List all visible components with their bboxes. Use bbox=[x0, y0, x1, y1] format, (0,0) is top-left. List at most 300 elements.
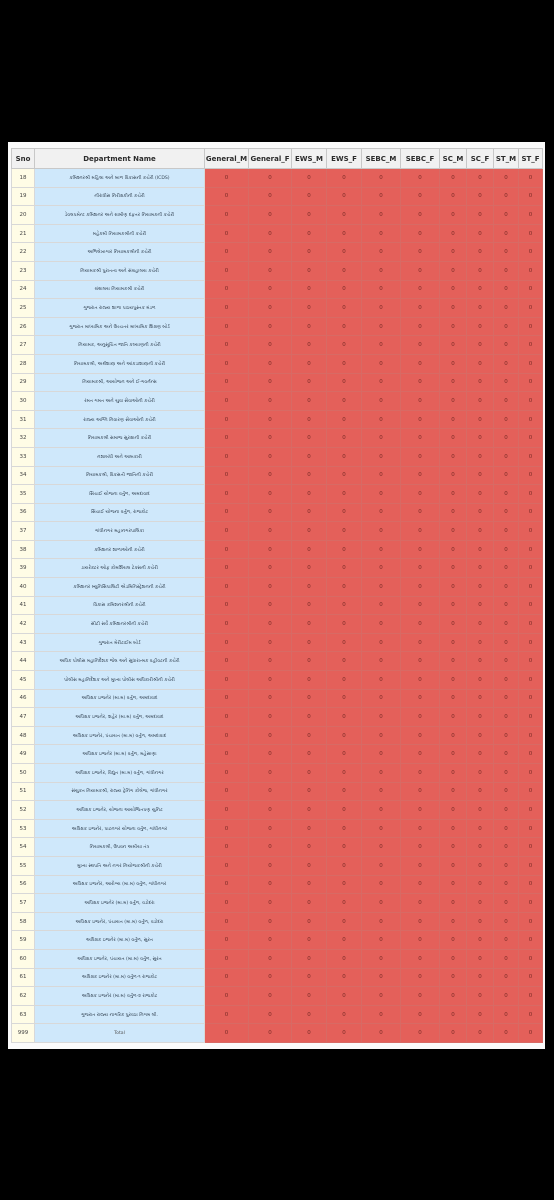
row-value-cell: 0 bbox=[519, 540, 543, 559]
row-sno: 58 bbox=[12, 912, 35, 931]
row-value-cell: 0 bbox=[467, 354, 494, 373]
header-sc-f[interactable]: SC_F bbox=[467, 149, 494, 169]
row-value-cell: 0 bbox=[205, 187, 249, 206]
row-value-cell: 0 bbox=[467, 949, 494, 968]
row-value-cell: 0 bbox=[327, 540, 362, 559]
row-value-cell: 0 bbox=[327, 354, 362, 373]
row-value-cell: 0 bbox=[249, 187, 292, 206]
row-value-cell: 0 bbox=[249, 1005, 292, 1024]
header-sebc-f[interactable]: SEBC_F bbox=[401, 149, 440, 169]
row-value-cell: 0 bbox=[362, 875, 401, 894]
row-value-cell: 0 bbox=[249, 875, 292, 894]
header-st-f[interactable]: ST_F bbox=[519, 149, 543, 169]
row-value-cell: 0 bbox=[249, 596, 292, 615]
row-value-cell: 0 bbox=[205, 261, 249, 280]
row-value-cell: 0 bbox=[519, 801, 543, 820]
row-sno: 22 bbox=[12, 243, 35, 262]
row-value-cell: 0 bbox=[519, 912, 543, 931]
row-value-cell: 0 bbox=[494, 671, 519, 690]
row-value-cell: 0 bbox=[519, 336, 543, 355]
row-value-cell: 0 bbox=[440, 317, 467, 336]
row-value-cell: 0 bbox=[362, 838, 401, 857]
row-sno: 999 bbox=[12, 1024, 35, 1043]
row-value-cell: 0 bbox=[205, 875, 249, 894]
table-row bbox=[12, 689, 543, 708]
row-value-cell: 0 bbox=[440, 856, 467, 875]
row-value-cell: 0 bbox=[494, 224, 519, 243]
row-value-cell: 0 bbox=[205, 745, 249, 764]
row-value-cell: 0 bbox=[362, 633, 401, 652]
row-value-cell: 0 bbox=[292, 949, 327, 968]
row-value-cell: 0 bbox=[292, 838, 327, 857]
row-value-cell: 0 bbox=[494, 782, 519, 801]
row-value-cell: 0 bbox=[519, 485, 543, 504]
row-value-cell: 0 bbox=[362, 559, 401, 578]
row-value-cell: 0 bbox=[327, 578, 362, 597]
row-value-cell: 0 bbox=[292, 726, 327, 745]
row-sno: 46 bbox=[12, 689, 35, 708]
row-value-cell: 0 bbox=[519, 894, 543, 913]
row-value-cell: 0 bbox=[249, 949, 292, 968]
row-value-cell: 0 bbox=[494, 354, 519, 373]
row-value-cell: 0 bbox=[292, 764, 327, 783]
row-sno: 55 bbox=[12, 856, 35, 875]
row-value-cell: 0 bbox=[440, 261, 467, 280]
row-sno: 33 bbox=[12, 447, 35, 466]
header-ews-m[interactable]: EWS_M bbox=[292, 149, 327, 169]
row-department-name: અધિક્ષક ઇજનેર, પાટનગર યોજના વર્તુળ, ગાંધીનગર bbox=[35, 819, 205, 838]
row-department-name: અધિક્ષક ઇજનેર (મા.મ) વર્તુળ-૨ રાજકોટ bbox=[35, 987, 205, 1006]
row-value-cell: 0 bbox=[362, 726, 401, 745]
row-value-cell: 0 bbox=[467, 856, 494, 875]
row-value-cell: 0 bbox=[362, 708, 401, 727]
table-row bbox=[12, 894, 543, 913]
table-row bbox=[12, 596, 543, 615]
row-value-cell: 0 bbox=[440, 801, 467, 820]
row-value-cell: 0 bbox=[467, 782, 494, 801]
row-value-cell: 0 bbox=[440, 466, 467, 485]
row-department-name: ડાયરેક્ટર ઓફ કોમર્શિયલ ટેક્સની કચેરી bbox=[35, 559, 205, 578]
row-value-cell: 0 bbox=[327, 373, 362, 392]
row-value-cell: 0 bbox=[249, 633, 292, 652]
row-sno: 37 bbox=[12, 522, 35, 541]
row-value-cell: 0 bbox=[292, 559, 327, 578]
row-value-cell: 0 bbox=[362, 373, 401, 392]
row-sno: 62 bbox=[12, 987, 35, 1006]
row-value-cell: 0 bbox=[205, 931, 249, 950]
row-value-cell: 0 bbox=[494, 336, 519, 355]
row-value-cell: 0 bbox=[249, 671, 292, 690]
row-value-cell: 0 bbox=[362, 949, 401, 968]
row-sno: 27 bbox=[12, 336, 35, 355]
row-value-cell: 0 bbox=[327, 280, 362, 299]
row-value-cell: 0 bbox=[440, 169, 467, 188]
header-st-m[interactable]: ST_M bbox=[494, 149, 519, 169]
row-value-cell: 0 bbox=[519, 559, 543, 578]
table-row bbox=[12, 838, 543, 857]
row-value-cell: 0 bbox=[249, 819, 292, 838]
row-value-cell: 0 bbox=[519, 987, 543, 1006]
row-value-cell: 0 bbox=[467, 1024, 494, 1043]
row-value-cell: 0 bbox=[249, 764, 292, 783]
row-value-cell: 0 bbox=[467, 410, 494, 429]
table-row bbox=[12, 633, 543, 652]
row-sno: 53 bbox=[12, 819, 35, 838]
row-value-cell: 0 bbox=[440, 485, 467, 504]
row-value-cell: 0 bbox=[292, 801, 327, 820]
row-value-cell: 0 bbox=[362, 187, 401, 206]
row-sno: 52 bbox=[12, 801, 35, 820]
row-value-cell: 0 bbox=[494, 559, 519, 578]
row-value-cell: 0 bbox=[401, 745, 440, 764]
row-department-name: વિકાસ કમિશનરશ્રીની કચેરી bbox=[35, 596, 205, 615]
row-value-cell: 0 bbox=[401, 894, 440, 913]
table-row bbox=[12, 708, 543, 727]
row-department-name: અભિલેખાગાર નિયામકશ્રીની કચેરી bbox=[35, 243, 205, 262]
row-value-cell: 0 bbox=[401, 466, 440, 485]
row-value-cell: 0 bbox=[205, 373, 249, 392]
row-value-cell: 0 bbox=[292, 1024, 327, 1043]
row-value-cell: 0 bbox=[362, 169, 401, 188]
row-value-cell: 0 bbox=[362, 503, 401, 522]
row-value-cell: 0 bbox=[401, 819, 440, 838]
row-value-cell: 0 bbox=[519, 708, 543, 727]
row-value-cell: 0 bbox=[327, 559, 362, 578]
row-value-cell: 0 bbox=[205, 485, 249, 504]
row-value-cell: 0 bbox=[401, 206, 440, 225]
table-row bbox=[12, 299, 543, 318]
row-value-cell: 0 bbox=[519, 280, 543, 299]
row-value-cell: 0 bbox=[362, 261, 401, 280]
row-value-cell: 0 bbox=[362, 987, 401, 1006]
row-value-cell: 0 bbox=[467, 559, 494, 578]
row-value-cell: 0 bbox=[494, 726, 519, 745]
row-value-cell: 0 bbox=[327, 801, 362, 820]
row-value-cell: 0 bbox=[440, 392, 467, 411]
row-value-cell: 0 bbox=[494, 447, 519, 466]
row-sno: 18 bbox=[12, 169, 35, 188]
row-value-cell: 0 bbox=[401, 169, 440, 188]
row-value-cell: 0 bbox=[440, 671, 467, 690]
row-value-cell: 0 bbox=[249, 912, 292, 931]
row-value-cell: 0 bbox=[205, 169, 249, 188]
row-value-cell: 0 bbox=[494, 596, 519, 615]
row-value-cell: 0 bbox=[205, 540, 249, 559]
row-value-cell: 0 bbox=[327, 745, 362, 764]
row-value-cell: 0 bbox=[249, 485, 292, 504]
row-value-cell: 0 bbox=[205, 317, 249, 336]
row-value-cell: 0 bbox=[401, 987, 440, 1006]
row-value-cell: 0 bbox=[467, 503, 494, 522]
row-value-cell: 0 bbox=[292, 261, 327, 280]
vacancy-table bbox=[11, 148, 543, 1043]
row-value-cell: 0 bbox=[362, 689, 401, 708]
row-value-cell: 0 bbox=[205, 633, 249, 652]
row-department-name: Total bbox=[35, 1024, 205, 1043]
row-value-cell: 0 bbox=[327, 522, 362, 541]
row-value-cell: 0 bbox=[292, 410, 327, 429]
header-ews-f[interactable]: EWS_F bbox=[327, 149, 362, 169]
row-value-cell: 0 bbox=[401, 931, 440, 950]
row-value-cell: 0 bbox=[401, 615, 440, 634]
row-value-cell: 0 bbox=[440, 280, 467, 299]
row-sno: 57 bbox=[12, 894, 35, 913]
table-row bbox=[12, 392, 543, 411]
row-value-cell: 0 bbox=[249, 801, 292, 820]
row-value-cell: 0 bbox=[401, 224, 440, 243]
table-row bbox=[12, 373, 543, 392]
header-sno[interactable]: Sno bbox=[12, 149, 35, 169]
row-value-cell: 0 bbox=[205, 819, 249, 838]
row-value-cell: 0 bbox=[327, 931, 362, 950]
row-value-cell: 0 bbox=[249, 429, 292, 448]
row-value-cell: 0 bbox=[440, 299, 467, 318]
row-value-cell: 0 bbox=[467, 578, 494, 597]
row-value-cell: 0 bbox=[362, 280, 401, 299]
row-value-cell: 0 bbox=[519, 764, 543, 783]
row-value-cell: 0 bbox=[494, 373, 519, 392]
row-value-cell: 0 bbox=[205, 280, 249, 299]
row-value-cell: 0 bbox=[327, 169, 362, 188]
row-value-cell: 0 bbox=[401, 373, 440, 392]
row-value-cell: 0 bbox=[362, 522, 401, 541]
row-value-cell: 0 bbox=[467, 243, 494, 262]
row-value-cell: 0 bbox=[327, 875, 362, 894]
row-value-cell: 0 bbox=[249, 410, 292, 429]
row-value-cell: 0 bbox=[249, 540, 292, 559]
row-sno: 42 bbox=[12, 615, 35, 634]
row-value-cell: 0 bbox=[494, 540, 519, 559]
table-row bbox=[12, 187, 543, 206]
row-value-cell: 0 bbox=[205, 299, 249, 318]
row-value-cell: 0 bbox=[362, 801, 401, 820]
row-sno: 43 bbox=[12, 633, 35, 652]
header-sc-m[interactable]: SC_M bbox=[440, 149, 467, 169]
row-value-cell: 0 bbox=[401, 447, 440, 466]
row-value-cell: 0 bbox=[292, 206, 327, 225]
row-value-cell: 0 bbox=[467, 317, 494, 336]
table-row bbox=[12, 652, 543, 671]
row-value-cell: 0 bbox=[362, 447, 401, 466]
row-value-cell: 0 bbox=[440, 726, 467, 745]
row-value-cell: 0 bbox=[249, 708, 292, 727]
row-department-name: મુખ્ય સ્થપતિ અને નગર નિયોજકશ્રીની કચેરી bbox=[35, 856, 205, 875]
row-value-cell: 0 bbox=[401, 429, 440, 448]
row-value-cell: 0 bbox=[467, 447, 494, 466]
table-row bbox=[12, 410, 543, 429]
row-value-cell: 0 bbox=[467, 764, 494, 783]
row-department-name: રાજ્ય અગ્નિ નિવારણ સેવાઓની કચેરી bbox=[35, 410, 205, 429]
header-general-f[interactable]: General_F bbox=[249, 149, 292, 169]
row-department-name: અધિક પોલીસ મહાનિર્દેશક જેલ અને સુધારાત્મક વહીવટની કચેરી bbox=[35, 652, 205, 671]
row-value-cell: 0 bbox=[292, 615, 327, 634]
row-value-cell: 0 bbox=[205, 522, 249, 541]
row-value-cell: 0 bbox=[205, 782, 249, 801]
row-sno: 23 bbox=[12, 261, 35, 280]
table-row bbox=[12, 578, 543, 597]
row-department-name: મહેકમી નિયામકશ્રીની કચેરી bbox=[35, 224, 205, 243]
row-value-cell: 0 bbox=[292, 819, 327, 838]
row-value-cell: 0 bbox=[519, 745, 543, 764]
table-row bbox=[12, 856, 543, 875]
table-row bbox=[12, 949, 543, 968]
row-value-cell: 0 bbox=[327, 429, 362, 448]
row-value-cell: 0 bbox=[401, 522, 440, 541]
row-value-cell: 0 bbox=[440, 819, 467, 838]
row-value-cell: 0 bbox=[440, 187, 467, 206]
row-value-cell: 0 bbox=[327, 317, 362, 336]
row-value-cell: 0 bbox=[440, 224, 467, 243]
row-value-cell: 0 bbox=[327, 689, 362, 708]
table-row bbox=[12, 336, 543, 355]
row-department-name: અધિક્ષક ઇજનેર, પંચાયત (મા.મ) વર્તુળ, વડોદરા bbox=[35, 912, 205, 931]
row-value-cell: 0 bbox=[401, 633, 440, 652]
row-value-cell: 0 bbox=[494, 280, 519, 299]
table-body bbox=[12, 169, 543, 1043]
row-value-cell: 0 bbox=[467, 336, 494, 355]
row-value-cell: 0 bbox=[292, 466, 327, 485]
row-value-cell: 0 bbox=[292, 503, 327, 522]
row-value-cell: 0 bbox=[249, 336, 292, 355]
row-value-cell: 0 bbox=[440, 912, 467, 931]
row-value-cell: 0 bbox=[249, 968, 292, 987]
row-value-cell: 0 bbox=[494, 392, 519, 411]
row-value-cell: 0 bbox=[401, 317, 440, 336]
row-value-cell: 0 bbox=[494, 206, 519, 225]
row-value-cell: 0 bbox=[292, 224, 327, 243]
row-value-cell: 0 bbox=[249, 838, 292, 857]
row-department-name: અધિક્ષક ઇજનેર, શહેર (મા.મ) વર્તુળ, અમદાવાદ bbox=[35, 708, 205, 727]
row-value-cell: 0 bbox=[362, 540, 401, 559]
row-value-cell: 0 bbox=[440, 689, 467, 708]
row-value-cell: 0 bbox=[401, 187, 440, 206]
row-value-cell: 0 bbox=[249, 466, 292, 485]
row-value-cell: 0 bbox=[249, 894, 292, 913]
row-value-cell: 0 bbox=[519, 224, 543, 243]
row-value-cell: 0 bbox=[362, 745, 401, 764]
row-value-cell: 0 bbox=[519, 243, 543, 262]
row-value-cell: 0 bbox=[401, 1024, 440, 1043]
row-value-cell: 0 bbox=[249, 689, 292, 708]
row-value-cell: 0 bbox=[249, 987, 292, 1006]
row-value-cell: 0 bbox=[292, 280, 327, 299]
row-sno: 49 bbox=[12, 745, 35, 764]
row-sno: 35 bbox=[12, 485, 35, 504]
row-value-cell: 0 bbox=[292, 429, 327, 448]
row-value-cell: 0 bbox=[362, 354, 401, 373]
row-value-cell: 0 bbox=[205, 671, 249, 690]
row-sno: 54 bbox=[12, 838, 35, 857]
row-value-cell: 0 bbox=[401, 559, 440, 578]
header-sebc-m[interactable]: SEBC_M bbox=[362, 149, 401, 169]
row-value-cell: 0 bbox=[249, 169, 292, 188]
row-value-cell: 0 bbox=[249, 261, 292, 280]
row-value-cell: 0 bbox=[401, 392, 440, 411]
row-value-cell: 0 bbox=[467, 875, 494, 894]
row-value-cell: 0 bbox=[362, 392, 401, 411]
row-value-cell: 0 bbox=[327, 838, 362, 857]
row-value-cell: 0 bbox=[467, 466, 494, 485]
table-row bbox=[12, 169, 543, 188]
row-value-cell: 0 bbox=[440, 615, 467, 634]
table-row bbox=[12, 819, 543, 838]
row-value-cell: 0 bbox=[519, 782, 543, 801]
row-value-cell: 0 bbox=[494, 819, 519, 838]
row-value-cell: 0 bbox=[401, 708, 440, 727]
row-value-cell: 0 bbox=[467, 540, 494, 559]
row-value-cell: 0 bbox=[205, 894, 249, 913]
row-value-cell: 0 bbox=[519, 503, 543, 522]
table-row bbox=[12, 615, 543, 634]
row-value-cell: 0 bbox=[519, 206, 543, 225]
row-value-cell: 0 bbox=[440, 243, 467, 262]
row-value-cell: 0 bbox=[440, 503, 467, 522]
row-value-cell: 0 bbox=[362, 206, 401, 225]
row-value-cell: 0 bbox=[362, 243, 401, 262]
row-value-cell: 0 bbox=[519, 1005, 543, 1024]
row-value-cell: 0 bbox=[467, 968, 494, 987]
header-department-name[interactable]: Department Name bbox=[35, 149, 205, 169]
table-row bbox=[12, 466, 543, 485]
row-value-cell: 0 bbox=[494, 968, 519, 987]
row-department-name: નીરાધીસ નિરીક્ષકીની કચેરી bbox=[35, 187, 205, 206]
row-value-cell: 0 bbox=[440, 987, 467, 1006]
row-department-name: અધિક્ષક ઇજનેર (મા.મ) વર્તુળ, વડોદરા bbox=[35, 894, 205, 913]
row-value-cell: 0 bbox=[519, 949, 543, 968]
row-department-name: ગુજરાત રાજ્ય નાગરિક પુરવઠા નિગમ લી. bbox=[35, 1005, 205, 1024]
row-value-cell: 0 bbox=[494, 429, 519, 448]
row-value-cell: 0 bbox=[327, 410, 362, 429]
row-value-cell: 0 bbox=[327, 243, 362, 262]
row-value-cell: 0 bbox=[249, 931, 292, 950]
row-value-cell: 0 bbox=[440, 1005, 467, 1024]
row-value-cell: 0 bbox=[327, 782, 362, 801]
row-value-cell: 0 bbox=[362, 968, 401, 987]
row-value-cell: 0 bbox=[292, 596, 327, 615]
row-value-cell: 0 bbox=[362, 671, 401, 690]
row-value-cell: 0 bbox=[205, 968, 249, 987]
row-value-cell: 0 bbox=[327, 987, 362, 1006]
row-value-cell: 0 bbox=[292, 987, 327, 1006]
row-sno: 32 bbox=[12, 429, 35, 448]
row-value-cell: 0 bbox=[362, 485, 401, 504]
row-value-cell: 0 bbox=[519, 447, 543, 466]
table-row bbox=[12, 764, 543, 783]
row-value-cell: 0 bbox=[292, 354, 327, 373]
row-value-cell: 0 bbox=[494, 522, 519, 541]
row-value-cell: 0 bbox=[440, 373, 467, 392]
table-row bbox=[12, 447, 543, 466]
row-sno: 19 bbox=[12, 187, 35, 206]
row-department-name: સંયુક્ત નિયામકશ્રી, રાજ્ય ટ્રેનિંગ કોલેજ, ગાંધીનગર bbox=[35, 782, 205, 801]
row-value-cell: 0 bbox=[494, 1024, 519, 1043]
row-value-cell: 0 bbox=[467, 373, 494, 392]
row-value-cell: 0 bbox=[440, 633, 467, 652]
row-value-cell: 0 bbox=[494, 987, 519, 1006]
row-value-cell: 0 bbox=[249, 578, 292, 597]
header-general-m[interactable]: General_M bbox=[205, 149, 249, 169]
row-value-cell: 0 bbox=[401, 838, 440, 857]
row-value-cell: 0 bbox=[362, 1005, 401, 1024]
row-value-cell: 0 bbox=[249, 280, 292, 299]
row-value-cell: 0 bbox=[440, 354, 467, 373]
row-value-cell: 0 bbox=[467, 633, 494, 652]
row-department-name: અધિક્ષક ઇજનેર, પંચાયત (મા.મ) વર્તુળ, અમદાવાદ bbox=[35, 726, 205, 745]
row-value-cell: 0 bbox=[467, 1005, 494, 1024]
row-value-cell: 0 bbox=[494, 856, 519, 875]
row-value-cell: 0 bbox=[494, 745, 519, 764]
row-value-cell: 0 bbox=[327, 261, 362, 280]
